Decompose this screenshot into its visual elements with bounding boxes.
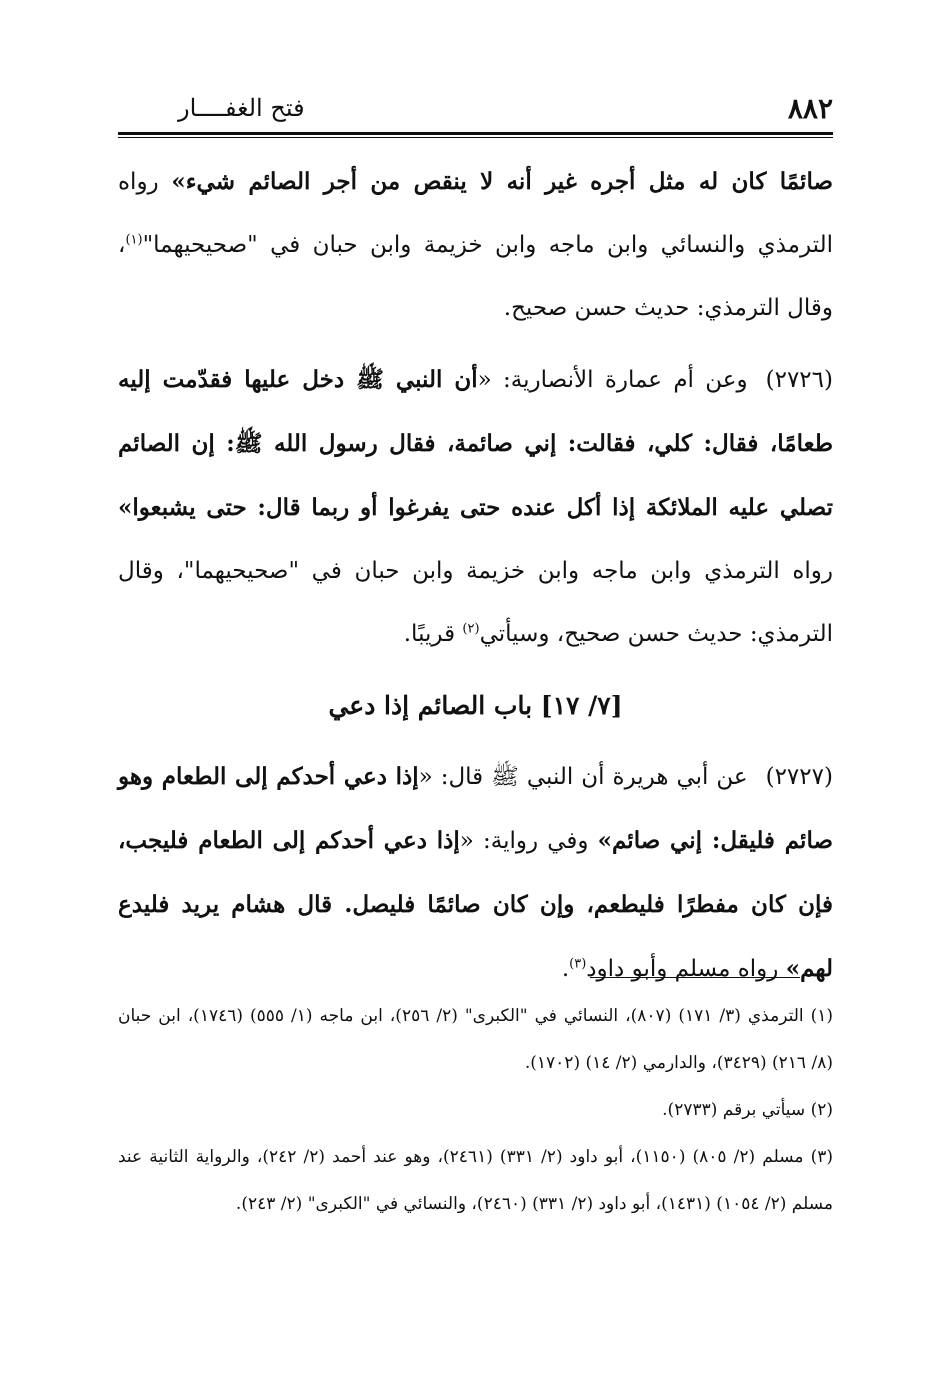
hadith-2726 — [118, 348, 833, 666]
hadith-text: إذا دعي أحدكم إلى الطعام فليجب، فإن كان مفطرًا فليطعم، وإن كان صائمًا فليصل. قال هشام يريد فليدع لهم» — [118, 827, 833, 982]
footnote-2: (٢) سيأتي برقم (٢٧٣٣). — [662, 1100, 833, 1120]
page-header — [118, 92, 833, 130]
hadith-2727 — [118, 745, 833, 1001]
footnote-ref[interactable]: (١) — [125, 232, 143, 248]
page-number: ٨٨٢ — [787, 92, 833, 125]
text-span: عن أبي هريرة أن النبي ﷺ قال: « — [418, 764, 748, 790]
text-span: وعن أم عمارة الأنصارية: « — [477, 367, 748, 393]
footnote-ref[interactable]: (٣) — [569, 956, 587, 972]
paragraph-continuation — [118, 150, 833, 340]
text-span: ، وقال الترمذي: حديث حسن صحيح. — [118, 232, 833, 321]
text-span: وفي رواية: « — [459, 828, 598, 854]
hadith-text: صائمًا كان له مثل أجره غير أنه لا ينقص من أجر الصائم شيء» — [171, 168, 833, 195]
header-rule — [118, 132, 833, 138]
chapter-heading: [٧/ ١٧] باب الصائم إذا دعي — [328, 691, 623, 720]
text-span: رواه مسلم وأبو داود — [586, 956, 786, 982]
hadith-text: أن النبي ﷺ دخل عليها فقدّمت إليه طعامًا، فقال: كلي، فقالت: إني صائمة، فقال رسول الله ﷺ: إن الصائم تصلي عليه الملائكة إذا أكل عنده حتى يفرغوا أو ربما قال: حتى يشبعوا» — [118, 366, 833, 521]
hadith-number: (٢٧٢٧) — [765, 764, 833, 790]
footnote-1: (١) الترمذي (٣/ ١٧١) (٨٠٧)، النسائي في "الكبرى" (٢/ ٢٥٦)، ابن ماجه (١/ ٥٥٥) (١٧٤٦)، ابن حبان (٨/ ٢١٦) (٣٤٢٩)، والدارمي (٢/ ١٤) (١٧٠٢). — [118, 1006, 834, 1073]
text-span: قريبًا. — [403, 621, 463, 647]
running-title: فتح الغفــــار — [178, 94, 305, 122]
hadith-text: إذا دعي أحدكم إلى الطعام وهو صائم فليقل: إني صائم» — [118, 763, 833, 854]
main-text — [118, 150, 833, 1009]
footnote-separator — [590, 977, 800, 978]
text-span: رواه الترمذي وابن ماجه وابن خزيمة وابن حبان في "صحيحيهما"، وقال الترمذي: حديث حسن صحيح، وسيأتي — [118, 558, 833, 647]
footnote-3: (٣) مسلم (٢/ ٨٠٥) (١١٥٠)، أبو داود (٢/ ٣٣١) (٢٤٦١)، وهو عند أحمد (٢/ ٢٤٢)، والرواية الثانية عند مسلم (٢/ ١٠٥٤) (١٤٣١)، أبو داود (٢/ ٣٣١) (٢٤٦٠)، والنسائي في "الكبرى" (٢/ ٢٤٣). — [118, 1147, 833, 1214]
hadith-number: (٢٧٢٦) — [765, 367, 833, 393]
footnotes — [118, 993, 833, 1228]
text-span: . — [561, 956, 570, 982]
text-span: رواه الترمذي والنسائي وابن ماجه وابن خزيمة وابن حبان في "صحيحيهما" — [118, 169, 833, 258]
footnote-ref[interactable]: (٢) — [462, 621, 480, 637]
